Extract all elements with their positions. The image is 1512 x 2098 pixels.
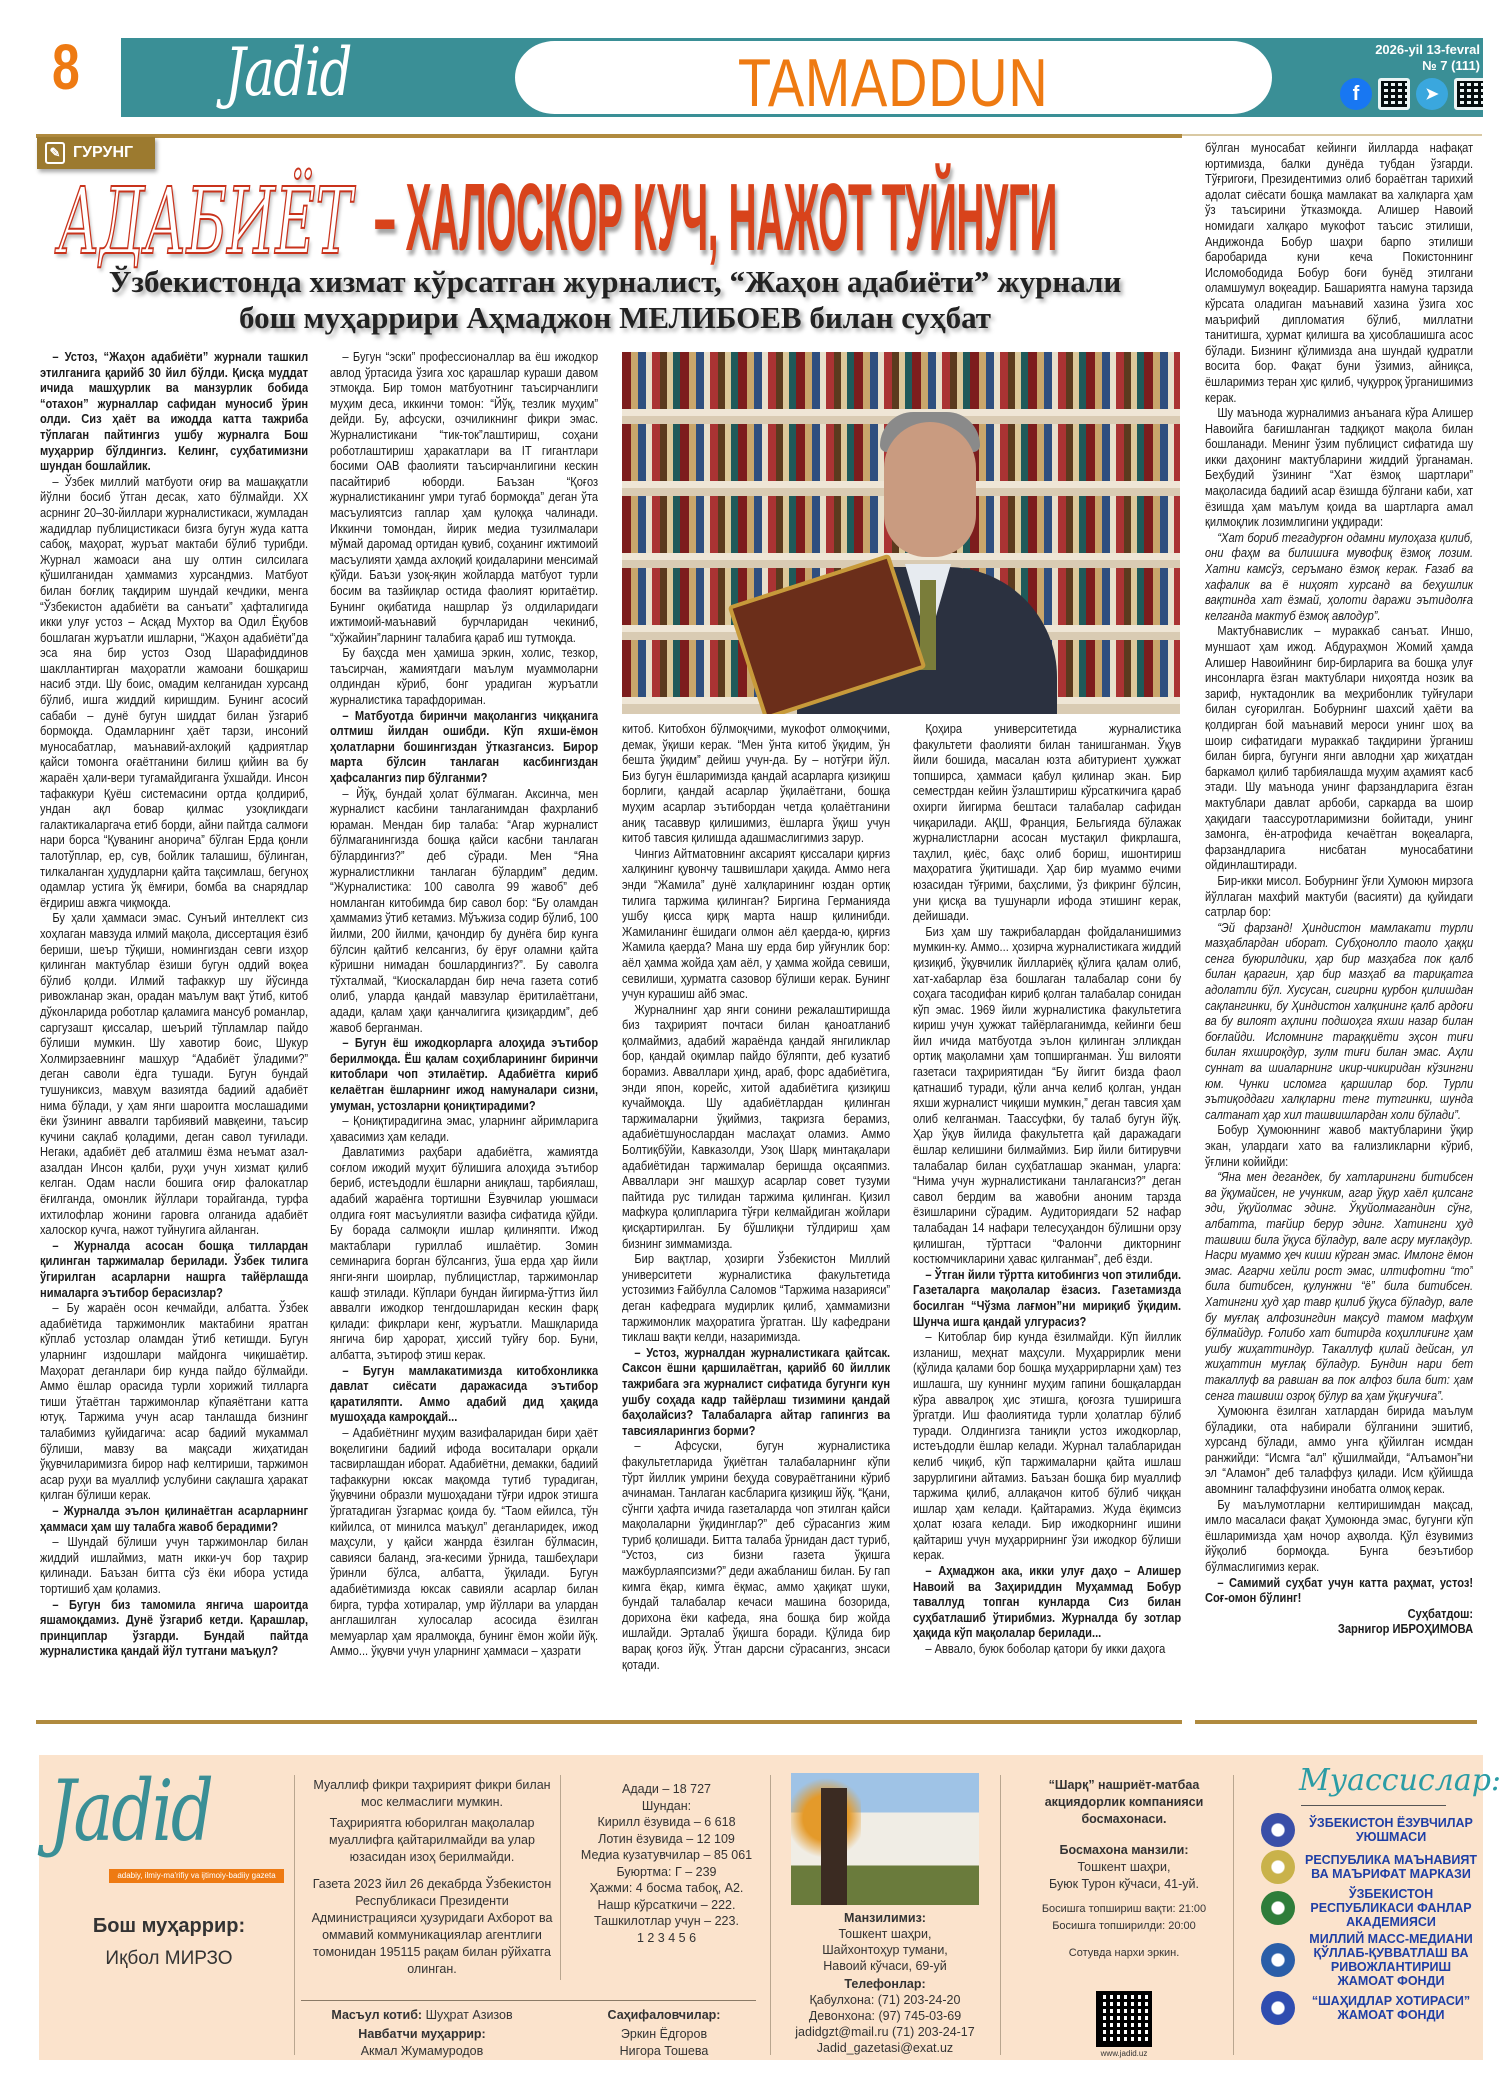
article-column xyxy=(913,722,1181,1690)
section-title xyxy=(515,44,1272,122)
circulation-line: Кирилл ёзувида – 6 618 xyxy=(597,1815,736,1829)
pencil-icon: ✎ xyxy=(45,142,65,164)
circulation-line: Буюртма: Г – 239 xyxy=(616,1864,717,1879)
interview-photo xyxy=(622,352,1180,714)
paragraph: – Қониқтирадигина эмас, уларнинг айримларига ҳавасимиз ҳам келади. xyxy=(330,1114,598,1144)
issue-date: 2026-yil 13-fevral xyxy=(1375,42,1480,57)
interview-question: – Устоз, “Жаҳон адабиёти” журнали ташкил этилганига қарийб 30 йил бўлди. Қисқа муддат ичида машҳурлик ва манзурлик бобида “отахон” журналлар сафидан муносиб ўрин олди. Сиз ҳаёт ва ижодда катта тажриба тўплаган пайтингиз ушбу журналга Бош муҳаррир бўлдингиз. Келинг, суҳбатимизни шундан бошлайлик. xyxy=(40,350,308,474)
print-time: Босишга топширилди: 20:00 xyxy=(1052,1920,1196,1932)
byline: Суҳбатдош: xyxy=(1407,1606,1473,1621)
note: Таҳририятга юборилган мақолалар муаллифга қайтарилмайди ва улар юзасидан изоҳ берилмайди. xyxy=(329,1816,535,1864)
paragraph: Бу маълумотларни келтиришимдан мақсад, имло масаласи фақат Ҳумоюнда эмас, бугунги кўп ёшларимизда ҳам ночор аҳволда. Қўл ёзувимиз йўқолиб бормоқда. Бунга беэътибор бўлмаслигимиз керак. xyxy=(1205,1497,1473,1575)
newspaper-logo: Jadid xyxy=(225,34,351,111)
social-links xyxy=(1340,78,1486,110)
interview-question: – Журналда асосан бошқа тиллардан қилинган таржималар берилади. Ўзбек тилига ўгирилган асарларни нашрга тайёрлашда нималарга эътибор берасизлар? xyxy=(40,1238,308,1300)
email-link[interactable]: Jadid_gazetasi@exat.uz xyxy=(816,2041,954,2055)
paragraph: Бу ҳали ҳаммаси эмас. Сунъий интеллект сиз хоҳлаган мавзуда илмий мақола, диссертация ёзиб бериши, шеър тўқиши, номингиздан севги изҳор қилинган мактублар ёзиши бугун оддий воқеа бўлиб қолди. Илмий тафаккур шу йўсинда ривожланар экан, орадан маълум вақт ўтиб, китоб дўконларида роботлар қаламига мансуб романлар, саргузашт қиссалар, шеърий тўпламлар пайдо бўлиши мумкин. Шу хавотир боис, Шукур Холмирзаевнинг машҳур “Адабиёт ўладими?” деган саволи ёдга тушади. Бугун бундай тушуниксиз, мавҳум вазиятда бадиий адабиёт нима бўлади, у ҳам янги шароитга мослашадими ёки ўзининг аввалги тарбиявий мавқеини, таъсир кучини сақлаб қоладими, деган савол туғилади. Негаки, адабиёт деб аталмиш ёзма неъмат азал-азалдан Инсон қалби, руҳи учун хизмат қилиб келган. Одам насли бошига оғир фалокатлар ёғилганда, омонлик йўллари торайганда, турфа ихтилофлар жонини гаровга олганида адабиёт халоскор кучга, нажот туйнугига айланган. xyxy=(40,911,308,1238)
paragraph: – Бу жараён осон кечмайди, албатта. Ўзбек адабиётида таржимонлик мактабини яратган кўплаб устозлар оламдан ўтиб кетишди. Бугун уларнинг издошлари майдонга чиқишаётир. Маҳорат деганлари бир кунда пайдо бўлмайди. Аммо ёшлар орасида турли хорижий тилларга тиши ўтаётган таржимонлар кўпаяётгани катта ютуқ. Таржима учун асар танлашда бизнинг талабимиз қуйидагича: асар бадиий мукаммал бўлиши, мавзу ва мақсади жиҳатидан ўқувчиларимизга бирор наф келтириши, таржимон асар руҳи ва муаллиф услубини сақлашга ҳаракат қилган бўлиши керак. xyxy=(40,1301,308,1503)
divider xyxy=(36,1720,1182,1724)
interview-question: – Ўтган йили тўртта китобингиз чоп этилибди. Газеталарга мақолалар ёзасиз. Газетамизда босилган “Чўзма лағмон”ни мириқиб ўқидим. Шунча ишга қандай улгурасиз? xyxy=(913,1267,1181,1329)
secretary-name: Шуҳрат Азизов xyxy=(425,2008,513,2022)
article-column xyxy=(40,350,308,1690)
founder xyxy=(1261,1813,1481,1847)
paragraph: Мактубнавислик – мураккаб санъат. Иншо, муншаот ҳам ижод. Абдураҳмон Жомий ҳамда Алишер Навоийнинг бир-бирларига ва бошқа улуғ инсонларга ёзган мактублари ниҳоятда нозик ва зариф, нуктадонлик ва меҳрибонлик туйғулари билан суғорилган. Бобурнинг шахсий ҳаёти ва қолдирган бой маънавий мероси унинг шоҳ ва шоир сифатидаги мураккаб тақдирини ўрганиш билан бирга, бугунги янги авлодни ҳар жиҳатдан баркамол қилиб тарбиялашда муҳим аҳамият касб этади. Шу маънода унинг фарзандларига ёзган мактублари давлат арбоби, саркарда ва шоир ҳақидаги таассуротларимизни бойитади, унинг замонга, ён-атрофида кечаётган воқеаларга, фарзандларига нисбатан муносабатини ойдинлаштиради. xyxy=(1205,624,1473,873)
printer-address: Тошкент шаҳри, xyxy=(1077,1860,1171,1874)
paragraph: – Йўқ, бундай ҳолат бўлмаган. Аксинча, мен журналист касбини танлаганимдан фахрланиб юраман. Мендан бир талаба: “Агар журналист бўлмаганингизда бошқа қайси касбни танлаган бўлардингиз?” деб сўради. Мен “Яна журналистликни танлаган бўлардим” дедим. “Журналистика: 100 саволга 99 жавоб” деб номланган китобимда бир савол бор: “Бу оламдан ҳаммамиз ўтиб кетамиз. Мўъжиза содир бўлиб, 100 йилми, 200 йилми, қачондир бу дунёга бир кунга бўлсин қайтиб келсангиз, бу ёруғ оламни қайта кўришни нимадан бошлардингиз?”. Бу саволга тўхталмай, “Киоскалардан бир неча газета сотиб олиб, уларда қандай мавзулар ёритилаётгани, адади, қалам ҳақи қанчалигига қизиқардим”, деб жавоб берганман. xyxy=(330,786,598,1035)
paragraph: Бир вақтлар, ҳозирги Ўзбекистон Миллий университети журналистика факультетида устозимиз Ғайбулла Саломов “Таржима назарияси” деган кафедрага мудирлик қилиб, ҳаммамизни таржимонлик маҳоратига ўргатган. Шу кафедрани тиклаш вақти келди, назаримизда. xyxy=(622,1252,890,1345)
founder-name: ЎЗБЕКИСТОН РЕСПУБЛИКАСИ ФАНЛАР АКАДЕМИЯСИ xyxy=(1310,1887,1472,1929)
interview-question: – Бугун ёш ижодкорларга алоҳида эътибор берилмоқда. Ёш қалам соҳибларининг биринчи китоблари чоп этилаётир. Адабиётга кириб келаётган ёшларнинг ижод намуналари сизни, умуман, устозларни қониқтирадими? xyxy=(330,1036,598,1113)
founder-name: ЎЗБЕКИСТОН ЁЗУВЧИЛАР УЮШМАСИ xyxy=(1309,1816,1473,1844)
founder xyxy=(1261,1932,1481,1988)
founder xyxy=(1261,1991,1481,2025)
founder-name: “ШАҲИДЛАР ХОТИРАСИ” ЖАМОАТ ФОНДИ xyxy=(1311,1994,1471,2022)
divider xyxy=(1195,1720,1477,1724)
interview-question: – Аҳмаджон ака, икки улуғ даҳо – Алишер Навоий ва Заҳириддин Муҳаммад Бобур таваллуд топган кунларда Сиз билан суҳбатлашиб ўтирибмиз. Журналда бу зотлар ҳақида кўп мақолалар берилади... xyxy=(913,1564,1181,1641)
duty-editor-name: Акмал Жумамуродов xyxy=(360,2044,484,2058)
note: Муаллиф фикри таҳририят фикри билан мос келмаслиги мумкин. xyxy=(313,1778,551,1809)
circulation-line: Медиа кузатувчилар – 85 061 xyxy=(580,1848,753,1862)
founders-list xyxy=(1261,1813,1481,2025)
address-line: Навоий кўчаси, 69-уй xyxy=(823,1959,947,1973)
paragraph: “Яна мен дегандек, бу хатларингни битибсен ва ўқумайсен, не учунким, агар ўқур хаёл қилсанг эди, ўқуйолмас эдинг. Ўқуйолмагандин сўнг, албатта, тағйир берур эдинг. Хатингни ҳуд ташвиш била ўқуса бўладур, вале асру муғлақдур. Насри муаммо ҳеч киши кўрган эмас. Имлонг ёмон эмас. Агарчи хейли рост эмас, илтифотни “то” била битибсен, қулунжни “ё” била битибсен. Хатингни ҳуд ҳар тавр қилиб ўқуса бўладур, вале бу муғлақ алфозингдин мақсуд тамом мафҳум бўлмайдур. Ғолибо хат битирда коҳиллиғинг ҳам ушбу жиҳаттиндур. Такаллуф қилай дейсан, ул жиҳаттин муғлақ бўладур. Бундин нари бет такаллуф ва равшан ва пок алфоз била бит: ҳам сенга ташвиш озроқ бўлур ва ҳам ўқиғучиға”. xyxy=(1205,1170,1473,1403)
address-line: Тошкент шаҳри, xyxy=(838,1927,932,1941)
paragraph: – Афсуски, бугун журналистика факультетларида ўқиётган талабаларнинг кўпи тўрт йиллик умрини беҳуда совураётганини кўриб ачинаман. Танлаган касбларига қизиқиш йўқ. “Қани, сўнгги ҳафта ичида газеталарда чоп этилган қайси мақолаларни ўқидинглар?” деб сўрасангиз жим туриб қолишади. Битта талаба ўрнидан даст туриб, “Устоз, сиз бизни газета ўқишга мажбурлаяпсизми?” деди ажабланиш билан. Бу гап кимга ёқар, кимга ёқмас, аммо ҳақиқат шуки, бундай талабалар кечаси машина бозорида, дорихона ёки кафеда, яна бошқа бир жойда ишлайди. Эрталаб ўқишга боради. Қўлида бир варақ қоғоз йўқ. Ўтган дарсни сўрасангиз, энсаси қотади. xyxy=(622,1439,890,1672)
phone: Қабулхона: (71) 203-24-20 xyxy=(809,1993,961,2007)
paragraph: – Адабиётнинг муҳим вазифаларидан бири ҳаёт воқелигини бадиий ифода воситалари орқали тасвирлашдан иборат. Адабиётни, демакки, бадиий тафаккурни юксак мақомда тутиб турадиган, ўқувчини образли мушоҳадани тўғри идрок этишга ўргатадиган ўзгармас қоида бу. “Таом ейилса, тўн кийилса, от минилса маъқул” деганларидек, ижод маҳсули, у қайси жанрда ёзилган бўлмасин, савияси баланд, эга-кесими ўрнида, ташбеҳлари ўринли бўлса, албатта, ўқилади. Бугун адабиётимизда юксак савияли асарлар билан бирга, турфа хотиралар, умр йўллари ва улардан англашилган хулосалар асосида ёзилган мемуарлар ҳам яралмоқда, бунинг ёмон жойи йўқ. Аммо... ўқувчи учун уларнинг ҳаммаси – ҳазрати xyxy=(330,1425,598,1659)
layout-name: Нигора Тошева xyxy=(619,2044,709,2058)
rubric-label: ГУРУНГ xyxy=(73,144,134,161)
email-link[interactable]: jadidgzt@mail.ru (71) 203-24-17 xyxy=(795,2025,975,2039)
paragraph: Бобур Ҳумоюннинг жавоб мактубларини ўқир экан, улардаги хато ва ғализликларни кўриб, ўғлини койийди: xyxy=(1205,1123,1473,1169)
founder xyxy=(1261,1887,1481,1929)
subheadline-line: бош муҳаррири Аҳмаджон МЕЛИБОЕВ билан суҳбат xyxy=(239,300,991,335)
qr-code-icon[interactable] xyxy=(1096,1991,1152,2047)
circulation-info xyxy=(574,1781,759,1946)
paragraph: Бир-икки мисол. Бобурнинг ўғли Ҳумоюн мирзога йўллаган махфий мактуби (васияти) да қуйидаги сатрлар бор: xyxy=(1205,873,1473,920)
section-title-text: TAMADDUN xyxy=(738,45,1049,121)
paragraph: Бу баҳсда мен ҳамиша эркин, холис, тезкор, таъсирчан, жамиятдаги маълум муаммоларни олдиндан кўриб, бонг урадиган журъатли журналистика тарафдориман. xyxy=(330,646,598,708)
founder-emblem-icon xyxy=(1261,1943,1295,1977)
issue-info xyxy=(1320,42,1480,74)
article-column xyxy=(330,350,598,1690)
founder-name: РЕСПУБЛИКА МАЪНАВИЯТ ВА МАЪРИФАТ МАРКАЗИ xyxy=(1304,1853,1477,1881)
printer-address: Буюк Турон кўчаси, 41-уй. xyxy=(1049,1877,1199,1891)
article-column xyxy=(622,722,890,1690)
duty-editor-label: Навбатчи муҳаррир: xyxy=(358,2027,486,2041)
editor-label: Бош муҳаррир: xyxy=(92,1915,246,1937)
footer-tagline: adabiy, ilmiy-ma'rifiy va ijtimoiy-badiiy gazeta xyxy=(109,1869,284,1883)
note: Газета 2023 йил 26 декабрда Ўзбекистон Республикаси Президенти Администрацияси ҳузуридаги Ахборот ва оммавий коммуникациялар агентлиги томонидан 195115 рақам билан рўйхатга олинган. xyxy=(311,1877,553,1976)
printer-address-label: Босмахона манзили: xyxy=(1059,1843,1189,1857)
website-link[interactable]: www.jadid.uz xyxy=(1100,2049,1148,2058)
telegram-icon[interactable]: ➤ xyxy=(1416,78,1448,110)
founder-emblem-icon xyxy=(1261,1891,1295,1925)
divider xyxy=(1182,134,1482,136)
paragraph: – Ўзбек миллий матбуоти оғир ва машаққатли йўлни босиб ўтган десак, хато бўлмайди. XX асрнинг 20–30-йиллари журналистикаси, жумладан жадидлар публицистикаси бизга бугун жуда катта сабоқ, маҳорат, журъат мактаби бўлиб турибди. Журнал жамоаси ана шу олтин силсилага қўшилганидан ҳаммамиз хурсандмиз. Матбуот билан боғлиқ тақдирим шундай кечдики, менга “Ўзбекистон адабиёти ва санъати” ҳафталигида икки улуғ устоз – Асқад Мухтор ва Одил Ёқубов бошлаган журъатли ишларни, “Жаҳон адабиёти”да эса яна бир устоз Озод Шарафиддинов шакллантирган маҳоратли жамоани бошқариш насиб этди. Шу боис, омадим келганидан хурсанд бўлиб, ишга жиддий киришдим. Бунинг асосий сабаби – дунё бугун шиддат билан ўзгариб бормоқда. Одамларнинг ҳаёт тарзи, инсоний муносабатлар, маънавий-ахлоқий қадриятлар қайси томонга оғаётганини билиш қийин ва бу жараён ҳали-вери тугамайдиганга ўхшайди. Инсон тафаккури Қуёш системасини ортда қолдириб, ундан ақл бовар қилмас узоқликдаги галактикаларгача етиб борди, айни пайтда салмоғи нари борса “Қуванинг анорича” бўлган Ерда қонли талотўплар, ер, сув, бойлик талашиш, бўлинган, тилкаланган ҳудудларни қайта тақсимлаш, бегуноҳ одамлар устига ўқ ёмғири, бомба ва снарядлар ёғдириш авжга чиқмоқда. xyxy=(40,474,308,910)
founder-emblem-icon xyxy=(1261,1850,1295,1884)
founder xyxy=(1261,1850,1481,1884)
paragraph: – Китоблар бир кунда ёзилмайди. Кўп йиллик изланиш, меҳнат маҳсули. Муҳаррирлик мени (қўлида қалами бор бошқа муҳаррирларни ҳам) тез ишлашга, шу куннинг муҳим гапини бошқалардан кўра аввалроқ ҳис этишга, қоғозга туширишга ўргатди. Иш фаолиятида турли ҳолатлар бўлиб туради. Олдингизга таниқли устоз ижодкорлар, истеъдодли ёшлар келади. Журнал талабларидан келиб чиқиб, кўп таржималарни қайта ишлаш зарурлигини айтамиз. Баъзан бошқа бир муаллиф таржима қилиб, аллақачон китоб бўлиб чиққан ишлар ҳам келади. Қайтарамиз. Жуда ёқимсиз ҳолат юзага келади. Бир ижодкорнинг ишини қайтариш учун муҳаррирнинг ўзи ижодкор бўлиши керак. xyxy=(913,1330,1181,1563)
interview-question: – Устоз, журналдан журналистикага қайтсак. Саксон ёшни қаршилаётган, қарийб 60 йиллик тажрибага эга журналист сифатида бугунги кун ушбу соҳада кадр тайёрлаш тизимини қандай баҳолайсиз? Талабаларга айтар гапингиз ва тавсияларингиз борми? xyxy=(622,1345,890,1438)
interview-question: – Журналда эълон қилинаётган асарларнинг ҳаммаси ҳам шу талабга жавоб берадими? xyxy=(40,1503,308,1534)
address-line: Шайхонтоҳур тумани, xyxy=(822,1943,948,1957)
printer-name: “Шарқ” нашриёт-матбаа акциядорлик компанияси босмахонаси. xyxy=(1044,1778,1204,1826)
founders-label: Муассислар: xyxy=(1299,1763,1502,1798)
paragraph: “Хат бориб тегадурғон одамни мулоҳаза қилиб, они фаҳм ва билишиға мувофиқ ёзмоқ лозим. Хатни камсўз, серъмано ёзмоқ керак. Ғазаб ва хафалик ва ё ниҳоят хурсанд ва беҳушлик вақтинда хат ёзмай, ҳолоти даражи эътидолға келганда мактуб ёзмоқ авлодур”. xyxy=(1205,530,1473,623)
headline: – ХАЛОСКОР КУЧ, НАЖОТ ТУЙНУГИ xyxy=(374,164,1057,271)
monument-photo xyxy=(791,1773,979,1905)
interview-question: – Самимий суҳбат учун катта раҳмат, устоз! Соғ-омон бўлинг! xyxy=(1205,1575,1473,1606)
paragraph: Чингиз Айтматовнинг аксарият қиссалари қирғиз халқининг қувончу ташвишлари ҳақида. Аммо нега энди “Жамила” дунё халқларининг юздан ортиқ тилига таржима қилинган? Биргина Германияда ушбу қисса қирқ марта нашр қилинибди. Жамиланинг ёшидаги олмон аёл қаерда-ю, қирғиз Жамила қаерда? Мана шу ерда бир уйғунлик бор: аёл ҳамма жойда ҳам аёл, у ҳамма жойда севиши, севилиши, ҳурматга сазовор бўлиши керак. Бунинг учун курашиш айб эмас. xyxy=(622,846,890,1002)
founder-emblem-icon xyxy=(1261,1813,1295,1847)
circulation-line: Нашр кўрсаткичи – 222. xyxy=(597,1897,736,1912)
paragraph: Ҳумоюнга ёзилган хатлардан бирида маълум бўладики, ота набирали бўлганини эшитиб, хурсанд бўлади, аммо унга қўйилган исмдан ранжийди: “Исмга “ал” қўшилмайди, “Алъамон”ни эл “Аламон” деб талаффуз қилади. Исм қўйишда авомнинг талаффузини инобатга олмоқ керак. xyxy=(1205,1404,1473,1497)
circulation-line: Ташкилотлар учун – 223. xyxy=(594,1914,739,1928)
circulation-line: Адади – 18 727 xyxy=(622,1782,711,1796)
secretary-label: Масъул котиб: xyxy=(331,2008,423,2022)
paragraph: Шу маънода журналимиз анъанага кўра Алишер Навоийга бағишланган тадқиқот мақола билан бошланади. Менинг ўзим публицист сифатида шу икки даҳонинг мактубларини жиддий ўрганаман. Беҳбудий ўзининг “Хат ёзмоқ шартлари” мақоласида бадиий асар ёзишда бўлгани каби, хат ёзишда ҳам маълум қоида ва шартларга амал қилмоқлик лозимлигини уқдиради: xyxy=(1205,406,1473,530)
interview-question: – Бугун биз тамомила янгича шароитда яшамоқдамиз. Дунё ўзгариб кетди. Қарашлар, принциплар ўзгарди. Бундай пайтда журналистика қандай йўл тутгани маъқул? xyxy=(40,1597,308,1659)
editorial-notes xyxy=(307,1777,557,1978)
page-number: 8 xyxy=(52,31,80,103)
divider xyxy=(36,134,1182,138)
byline: Зарнигор ИБРОҲИМОВА xyxy=(1337,1622,1473,1637)
facebook-icon[interactable]: f xyxy=(1340,78,1372,110)
paragraph: китоб. Китобхон бўлмоқчими, мукофот олмоқчими, демак, ўқиши керак. “Мен ўнта китоб ўқидим, ўн бешта ўқидим” дейиш учун-да. Бу – нотўғри йўл. Биз бугун ёшларимизда қандай асарларга қизиқиш борлиги, қандай асарлар ўқилаётгани, бошқа муҳим асарлар эътибордан четда қолаётганини аниқ тасаввур қилишимиз, ёшларга ўқиш учун китоб тавсия қилишда адашмаслигимиз зарур. xyxy=(622,722,890,846)
print-time: Босишга топшириш вақти: 21:00 xyxy=(1041,1903,1207,1915)
paragraph: Қоҳира университетида журналистика факультети фаолияти билан танишганман. Ўқув йили бошида, масалан юзта абитуриент ҳужжат топширса, ҳаммаси қабул қилинар экан. Бир семестрдан кейин ўзлаштириш кўрсаткичига қараб охирги йигирма бештаси талабалар сафидан чиқарилади. АҚШ, Франция, Бельгияда бўлажак журналистларни асосан мустақил фикрлашга, таҳлил, қиёс, баҳс олиб бориш, ишонтириш маҳоратига ўқитишади. Ҳар бир муаммо ечими юзасидан тўғрими, баҳслими, ўз фикринг бўлсин, уни қисқа ва тушунарли ифода этишинг керак, дейишади. xyxy=(913,722,1181,924)
circulation-line: 1 2 3 4 5 6 xyxy=(636,1930,697,1945)
subheadline-line: Ўзбекистонда хизмат кўрсатган журналист, “Жаҳон адабиёти” журнали xyxy=(108,264,1122,299)
layout-label: Саҳифаловчилар: xyxy=(607,2008,721,2022)
qr-code-icon[interactable] xyxy=(1454,78,1486,110)
paragraph: Журналнинг ҳар янги сонини режалаштиришда биз таҳририят почтаси билан қаноатланиб қолмаймиз, адабий жараёнда қандай янгиликлар бор, қандай оқимлар пайдо бўляпти, деб кузатиб борамиз. Авваллари ҳинд, араб, форс адабиётига, энди япон, корейс, хитой адабиётига қизиқиш кучаймоқда. Шу адабиётлардан қилинган таржималарни ўқиймиз, тақризга берамиз, адабиётшунослардан маслаҳат оламиз. Аммо Болтиқбўйи, Кавказолди, Узоқ Шарқ минтақалари адабиётидан таржималар беришда оқсаяпмиз. Авваллари энг машҳур асарлар совет тузуми пайтида рус тилидан таржима қилинган. Қизил мафкура қолипларига тўғри келмайдиган жойлари қисқартирилган. Бу бўшлиқни тўлдириш ҳам бизнинг зиммамизда. xyxy=(622,1002,890,1251)
layout-name: Эркин Ёдгоров xyxy=(620,2027,708,2041)
phone: Девонхона: (97) 745-03-69 xyxy=(808,2009,962,2023)
address-label: Манзилимиз: xyxy=(844,1911,926,1925)
footer-logo: Jadid xyxy=(49,1762,212,1860)
founder-name: МИЛЛИЙ МАСС-МЕДИАНИ ҚЎЛЛАБ-ҚУВВАТЛАШ ВА РИВОЖЛАНТИРИШ ЖАМОАТ ФОНДИ xyxy=(1309,1932,1473,1988)
imprint-footer xyxy=(39,1755,1502,2060)
circulation-line: Шундан: xyxy=(641,1798,692,1813)
qr-code-icon[interactable] xyxy=(1378,78,1410,110)
paragraph: “Эй фарзанд! Ҳиндистон мамлакати турли мазҳаблардан иборат. Субҳонолло таоло ҳаққи сенга буюрилдики, ҳар бир мазҳабга пок қалб билан қарагин, ҳар бир мазҳаб ва тариқатга адолатли бўл. Хусусан, сигирни қурбон қилишдан сақлангинки, бу Ҳиндистон халқининг қалб ардоғи ва бу вилоят аҳлини подшоҳга яхши назар билан боғлайди. Исломнинг тараққиёти эҳсон тиғи билан яхшироқдур, зулм тиғи билан эмас. Аҳли суннат ва шиаларнинг икир-чикиридан кўзингни юм. Чунки исломга қаршилар бор. Турли эътиқоддаги халқларни тенг тутгинки, шунда салтанат ҳар хил ташвишлардан холи бўлади”. xyxy=(1205,920,1473,1122)
interview-question: – Бугун мамлакатимизда китобхонликка давлат сиёсати даражасида эътибор қаратиляпти. Аммо адабий дид ҳақида мушоҳада камроқдай... xyxy=(330,1363,598,1425)
paragraph: – Аввало, буюк боболар қатори бу икки даҳога xyxy=(925,1642,1166,1657)
paragraph: Давлатимиз раҳбари адабиётга, жамиятда соғлом ижодий муҳит бўлишига алоҳида эътибор бериб, истеъдодли ёшларни аниқлаш, тарбиялаш, адабий жараёнга тортишни Ёзувчилар уюшмаси олдига ғоят масъулиятли вазифа сифатида қўйди. Бу борада салмоқли ишлар қилиняпти. Ижод мактаблари гуриллаб ишлаётир. Зомин семинарига борган бўлсангиз, ўша ерда ҳар йили янги-янги шоирлар, публицистлар, таржимонлар кашф этилади. Кўплари бундан йигирма-ўттиз йил аввалги ижодкор тенгдошларидан кескин фарқ қилади: фикрлари кенг, журъатли. Машқларида янгича бир ҳарорат, ҳиссий туйғу бор. Буни, албатта, эътироф этиш керак. xyxy=(330,1145,598,1362)
headline-decorative: АДАБИЁТ xyxy=(58,168,353,275)
paragraph: бўлган муносабат кейинги йилларда нафақат юртимизда, балки дунёда тубдан ўзгарди. Тўғриroғи, Президентимиз олиб бораётган тарихий адолат сиёсати бошқа мамлакат ва халқларга ҳам ўз таъсирини ўтказмоқда. Алишер Навоий номидаги халқаро мукофот таъсис этилиши, Андижонда Бобур шаҳри барпо этилиши баробарида куни кеча Покистоннинг Исломободида Бобур боғи бунёд этилгани оламшумул воқеадир. Башариятга намуна тарзида кўрсата оладиган маънавий хазина ўзига хос маърифий дипломатия бўлиб, миллатни танитишга, ҳурмат қилишга ва ҳисоблашишга асос бўлади. Бизнинг қўлимизда ана шундай қудратли восита бор. Фақат буни ўзимиз, айниқса, ёшларимиз теран ҳис қилиб, чуқурроқ ўрганишимиз керак. xyxy=(1205,141,1473,405)
paragraph: Биз ҳам шу тажрибалардан фойдаланишимиз мумкин-ку. Аммо... ҳозирча журналистикага жиддий қизиқиб, ўқувчилик йиллариёқ қўлига қалам олиб, хат-хабарлар ёза бошлаган талабалар сони бу соҳага тасодифан кириб қолган талабалар сонидан кўп эмас. 1969 йили журналистика факультетига кириш учун ҳужжат тайёрлаганимда, кейинги беш йил ичида матбуотда эълон қилинган элликдан ортиқ мақоламни ҳам топширганман. Ўш вилояти газетаси таҳририятидан “Бу йигит бизда фаол қатнашиб туради, қўли анча келиб қолган, ундан яхши журналист чиқиши мумкин,” деган тавсия ҳам олиб келганман. Таассуфки, бу талаб бугун йўқ. Ҳар ўқув йилида факультетга қай даражадаги ёшлар келишини билмаймиз. Бир йили битирувчи талабалар билан суҳбатлашар эканман, уларга: “Нима учун журналистикани танлагансиз?” деган савол бердим ва жавобни аноним тарзда ёзишларини сўрадим. Аудиториядаги 52 нафар талабадан 14 нафари телесуҳандон бўлишни орзу қилишган, тўрттаси “Фалончи дикторнинг костюмчикларини ҳавас қилганман”, деб ёзди. xyxy=(913,924,1181,1267)
paragraph: – Бугун “эски” профессионаллар ва ёш ижодкор авлод ўртасида ўзига хос қарашлар кураши давом этмоқда. Бир томон матбуотнинг таъсирчанлиги муҳим деса, иккинчи томон: “Йўқ, тезлик муҳим” дейди. Бу, афсуски, озчиликнинг фикри эмас. Журналистикани “тик-ток”лаштириш, соҳани роботлаштириш ҳаракатлари ва IT гигантлари босими ОАВ фаолияти таъсирчанлигини кескин пасайтириб юборди. Баъзан “Қоғоз журналистиканинг умри тугаб бормоқда” деган ўта масъулиятсиз гаплар ҳам қулоққа чалинади. Иккинчи томондан, йирик медиа тузилмалари мўмай даромад ортидан қувиб, соҳанинг ижтимоий масъулияти ҳамда ахлоқий қоидаларини менсимай қўйди. Баъзи узоқ-яқин жойларда матбуот турли босим ва тазйиқлар остида фаолият юритаётир. Бунинг оқибатида нашрлар ўз олдиларидаги ижтимоий-маънавий бурчларидан чекиниб, “хўжайин”ларнинг талабига қараб иш тутмоқда. xyxy=(330,350,598,645)
circulation-line: Лотин ёзувида – 12 109 xyxy=(598,1831,735,1846)
paragraph: – Шундай бўлиши учун таржимонлар билан жиддий ишлаймиз, матн икки-уч бор таҳрир қилинади. Баъзан битта сўз ёки ибора устида тортишиб ҳам қоламиз. xyxy=(40,1535,308,1596)
founder-emblem-icon xyxy=(1261,1991,1295,2025)
editor-name: Иқбол МИРЗО xyxy=(105,1948,233,1969)
issue-number: № 7 (111) xyxy=(1422,58,1480,73)
interview-question: – Матбуотда биринчи мақолангиз чиққанига олтмиш йилдан ошибди. Кўп яхши-ёмон ҳолатларни бошингиздан ўтказгансиз. Бирор марта бўлсин танлаган касбингиздан ҳафсалангиз пир бўлганми? xyxy=(330,708,598,786)
rubric-badge xyxy=(37,137,155,169)
phones-label: Телефонлар: xyxy=(844,1977,926,1991)
subheadline xyxy=(60,264,1170,336)
article-column xyxy=(1205,141,1473,1706)
price-note: Сотувда нархи эркин. xyxy=(1068,1947,1180,1959)
circulation-line: Ҳажми: 4 босма табоқ, A2. xyxy=(589,1881,744,1895)
